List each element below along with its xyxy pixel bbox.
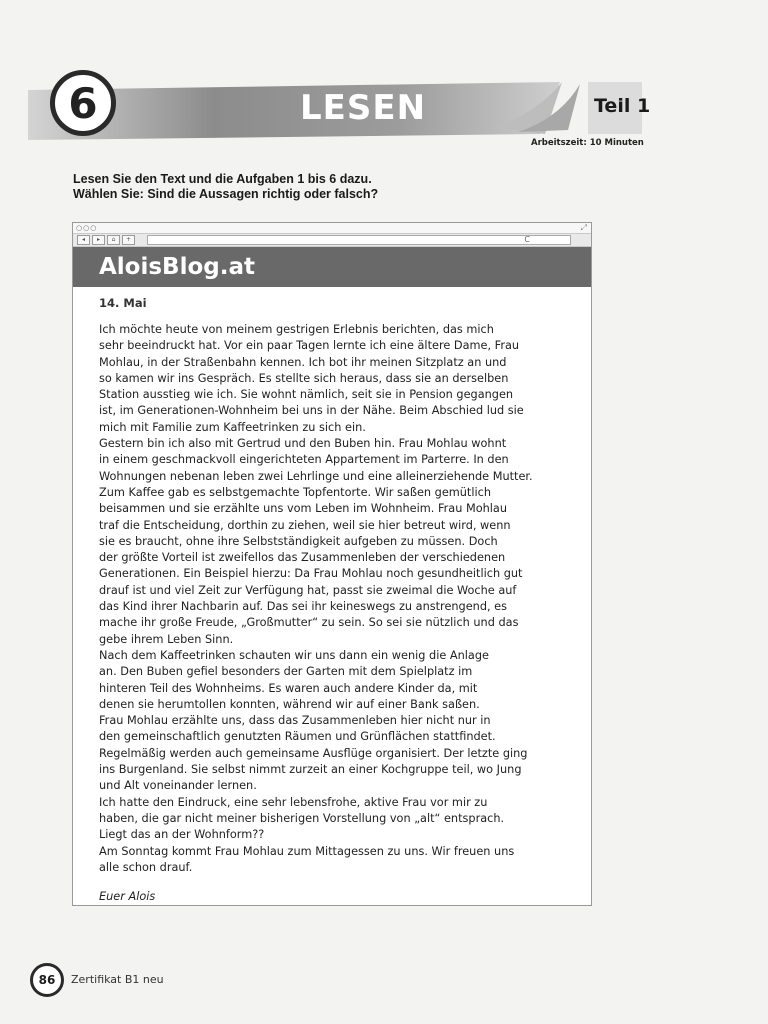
home-icon: ⌂ <box>107 235 120 245</box>
instruction-line-1: Lesen Sie den Text und die Aufgaben 1 bis 6 dazu. <box>73 172 372 186</box>
browser-titlebar <box>73 223 591 233</box>
chapter-number-badge: 6 <box>50 70 116 136</box>
browser-toolbar <box>73 233 591 247</box>
reload-icon: C <box>524 235 530 244</box>
window-controls-icon: ○○○ <box>76 224 98 232</box>
post-signature: Euer Alois <box>99 890 156 904</box>
back-arrow-icon: ◂ <box>77 235 90 245</box>
forward-arrow-icon: ▸ <box>92 235 105 245</box>
section-title: LESEN <box>300 88 427 128</box>
chapter-banner <box>0 0 768 160</box>
post-date: 14. Mai <box>99 296 147 310</box>
part-label: Teil 1 <box>594 95 651 117</box>
instruction-line-2: Wählen Sie: Sind die Aussagen richtig oder falsch? <box>73 187 379 201</box>
url-bar <box>147 235 571 245</box>
time-limit: Arbeitszeit: 10 Minuten <box>531 138 644 148</box>
blog-title: AloisBlog.at <box>73 247 591 287</box>
add-tab-icon: + <box>122 235 135 245</box>
blog-post <box>73 287 591 903</box>
resize-icon: ⤢ <box>580 223 587 232</box>
browser-window <box>72 222 592 906</box>
post-body: Ich möchte heute von meinem gestrigen Erlebnis berichten, das mich sehr beeindruckt hat. Vor ein paar Tagen lernte ich eine ältere Dame, Frau Mohlau, in der Straßenbahn kennen. Ich bot ihr meinen Sitzplatz an und so kamen wir ins Gespräch. Es stellte sich heraus, dass sie an derselben Station ausstieg wie ich. Sie wohnt nämlich, seit sie in Pension gegangen ist, im Generationen-Wohnheim bei uns in der Nähe. Beim Abschied lud sie mich mit Familie zum Kaffeetrinken zu sich ein. Gestern bin ich also mit Gertrud und den Buben hin. Frau Mohlau wohnt in einem geschmackvoll eingerichteten Appartement im Parterre. In den Wohnungen nebenan leben zwei Lehrlinge und eine alleinerziehende Mutter. Zum Kaffee gab es selbstgemachte Topfentorte. Wir saßen gemütlich beisammen und sie erzählte uns vom Leben im Wohnheim. Frau Mohlau traf die Entscheidung, dorthin zu ziehen, weil sie hier betreut wird, wenn sie es braucht, ohne ihre Selbstständigkeit aufgeben zu müssen. Doch der größte Vorteil ist zweifellos das Zusammenleben der verschiedenen Generationen. Ein Beispiel hierzu: Da Frau Mohlau noch gesundheitlich gut drauf ist und viel Zeit zur Verfügung hat, passt sie zweimal die Woche auf das Kind ihrer Nachbarin auf. Das sei ihr keineswegs zu anstrengend, es mache ihr große Freude, „Großmutter“ zu sein. So sei sie nützlich und das gebe ihrem Leben Sinn. Nach dem Kaffeetrinken schauten wir uns dann ein wenig die Anlage an. Den Buben gefiel besonders der Garten mit dem Spielplatz im hinteren Teil des Wohnheims. Es waren auch andere Kinder da, mit denen sie herumtollen konnten, während wir auf einer Bank saßen. Frau Mohlau erzählte uns, dass das Zusammenleben hier nicht nur in den gemeinschaftlich genutzten Räumen und Grünflächen stattfindet. Regelmäßig werden auch gemeinsame Ausflüge organisiert. Der letzte ging ins Burgenland. Sie selbst nimmt zurzeit an einer Kochgruppe teil, wo Jung und Alt voneinander lernen. Ich hatte den Eindruck, eine sehr lebensfrohe, aktive Frau vor mir zu haben, die gar nicht meiner bisherigen Vorstellung von „alt“ entsprach. Liegt das an der Wohnform?? Am Sonntag kommt Frau Mohlau zum Mittagessen zu uns. Wir freuen uns alle schon drauf. <box>99 323 533 874</box>
task-instructions <box>73 172 378 202</box>
book-title: Zertifikat B1 neu <box>71 973 164 986</box>
page-number: 86 <box>30 963 64 997</box>
banner-graphic <box>0 0 768 160</box>
